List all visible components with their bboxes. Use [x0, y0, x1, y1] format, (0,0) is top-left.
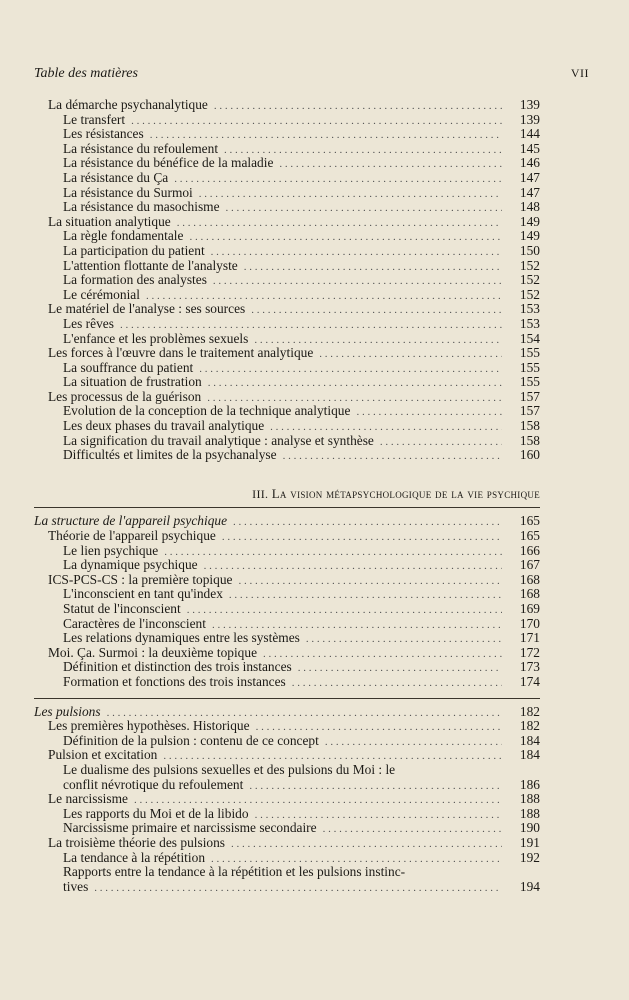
- toc-entry: [34, 748, 540, 763]
- toc-entry-label: La règle fondamentale: [63, 228, 184, 244]
- page-number: 139: [519, 111, 540, 127]
- dot-leader: [306, 632, 502, 647]
- running-title: Table des matières: [34, 66, 138, 81]
- toc-entry: [34, 529, 540, 544]
- toc-entry: [34, 448, 540, 463]
- page-number: 158: [519, 432, 540, 448]
- page-number: 149: [519, 213, 540, 229]
- toc-entry-label: Le narcissisme: [48, 791, 128, 807]
- page-number: 186: [519, 776, 540, 792]
- toc-entry-label: La formation des analystes: [63, 272, 207, 288]
- page-number: 188: [519, 805, 540, 821]
- toc-entry-label: Définition de la pulsion : contenu de ce concept: [63, 732, 319, 748]
- dot-leader: [204, 559, 502, 574]
- dot-leader: [263, 647, 502, 662]
- chapter-title: Les pulsions: [34, 703, 101, 719]
- toc-entry: [34, 186, 540, 201]
- dot-leader: [249, 779, 502, 794]
- page-number: 139: [519, 97, 540, 112]
- dot-leader: [279, 157, 502, 172]
- toc-entry-label: Les rêves: [63, 315, 114, 331]
- toc-entry-wrap-line: Rapports entre la tendance à la répétition et les pulsions instinc-: [63, 864, 406, 880]
- toc-entry: [34, 778, 540, 793]
- dot-leader: [231, 837, 502, 852]
- toc-entry-label: Les premières hypothèses. Historique: [48, 718, 250, 734]
- toc-entry-label: Formation et fonctions des trois instances: [63, 673, 286, 689]
- chapter-title-row: [34, 705, 540, 720]
- toc-entry-label: Pulsion et excitation: [48, 747, 158, 763]
- section-heading: [34, 487, 540, 502]
- toc-entry-wrap-line: Le dualisme des pulsions sexuelles et des pulsions du Moi : le: [63, 761, 396, 777]
- page-number: 150: [519, 242, 540, 258]
- dot-leader: [226, 201, 502, 216]
- page-number: 165: [519, 528, 540, 544]
- dot-leader: [131, 114, 502, 129]
- toc-entry-label: La résistance du Ça: [63, 169, 169, 185]
- page-number: 191: [519, 834, 540, 850]
- toc-entry: [34, 734, 540, 749]
- toc-entry: [34, 573, 540, 588]
- toc-entry-label: La situation de frustration: [63, 374, 202, 390]
- toc-entry-label: La situation analytique: [48, 213, 171, 229]
- dot-leader: [380, 435, 502, 450]
- page-number: 145: [519, 140, 540, 156]
- dot-leader: [177, 216, 502, 231]
- page-number: 153: [519, 315, 540, 331]
- dot-leader: [213, 274, 502, 289]
- toc-entry: [34, 646, 540, 661]
- section-title: La vision métapsychologique de la vie psychique: [271, 485, 540, 501]
- page-number: 158: [519, 418, 540, 434]
- page-number: 146: [519, 155, 540, 171]
- page-number: 168: [519, 586, 540, 602]
- toc-entry-label: L'inconscient en tant qu'index: [63, 586, 223, 602]
- dot-leader: [298, 661, 502, 676]
- divider: [34, 698, 540, 699]
- toc-entry-label: tives: [63, 878, 89, 894]
- dot-leader: [199, 187, 502, 202]
- chapter-entries: [34, 529, 540, 690]
- toc-entry-label: Les processus de la guérison: [48, 388, 202, 404]
- page-number: 165: [519, 513, 540, 529]
- toc-entry: [34, 404, 540, 419]
- toc-entry-label: Les relations dynamiques entre les systèmes: [63, 630, 300, 646]
- toc-entry: [34, 544, 540, 559]
- page-number: 168: [519, 571, 540, 587]
- page-number: 172: [519, 644, 540, 660]
- chapter-entries: [34, 719, 540, 763]
- toc-entry-label: Le lien psychique: [63, 542, 159, 558]
- dot-leader: [238, 574, 502, 589]
- dot-leader: [211, 245, 502, 260]
- page-number: 144: [519, 126, 540, 142]
- toc-entry: [34, 346, 540, 361]
- section-numeral: III.: [252, 486, 269, 501]
- page-number: 182: [519, 718, 540, 734]
- toc-entry-label: Difficultés et limites de la psychanalyse: [63, 447, 277, 463]
- toc-entry: [34, 200, 540, 215]
- toc-entry-label: La signification du travail analytique : analyse et synthèse: [63, 432, 374, 448]
- toc-entry-label: Statut de l'inconscient: [63, 601, 181, 616]
- toc-entry-label: conflit névrotique du refoulement: [63, 776, 244, 792]
- page-number: 147: [519, 184, 540, 200]
- toc-entry-label: ICS-PCS-CS : la première topique: [48, 571, 233, 587]
- toc-entry-label: Le cérémonial: [63, 286, 140, 302]
- toc-entry: [34, 558, 540, 573]
- chapter-title: La structure de l'appareil psychique: [34, 513, 228, 529]
- toc-entry-label: La troisième théorie des pulsions: [48, 834, 226, 850]
- page-number: 170: [519, 615, 540, 631]
- toc-entry: [34, 419, 540, 434]
- page-number: 192: [519, 849, 540, 865]
- page-number: 160: [519, 447, 540, 463]
- page-number: 166: [519, 542, 540, 558]
- toc-entry-label: L'attention flottante de l'analyste: [63, 257, 238, 273]
- page-number: 190: [519, 820, 540, 836]
- page-number: 155: [519, 345, 540, 361]
- toc-entry: [34, 792, 540, 807]
- page-number: 155: [519, 359, 540, 375]
- dot-leader: [187, 603, 502, 618]
- toc-entry: [34, 288, 540, 303]
- page-folio: VII: [570, 66, 589, 80]
- dot-leader: [208, 376, 502, 391]
- toc-entry: [34, 375, 540, 390]
- toc-part-1: [34, 98, 540, 463]
- toc-entry-label: La résistance du refoulement: [63, 140, 219, 156]
- divider: [34, 507, 540, 508]
- toc-entry: [34, 302, 540, 317]
- toc-entry-label: La participation du patient: [63, 242, 205, 258]
- page-number: 194: [519, 878, 540, 894]
- dot-leader: [356, 405, 502, 420]
- toc-entry-label: La dynamique psychique: [63, 557, 198, 573]
- toc-entry-label: La souffrance du patient: [63, 359, 194, 375]
- toc-entry: [34, 244, 540, 259]
- toc-entry: [34, 361, 540, 376]
- dot-leader: [164, 545, 502, 560]
- toc-entry: [34, 617, 540, 632]
- toc-entry: [34, 880, 540, 895]
- toc-entry-label: Le transfert: [63, 111, 126, 127]
- page-number: 169: [519, 601, 540, 616]
- toc-entry: [34, 821, 540, 836]
- page-number: 149: [519, 228, 540, 244]
- toc-entry-label: Les deux phases du travail analytique: [63, 418, 265, 434]
- toc-entry: [34, 98, 540, 113]
- toc-entry: [34, 390, 540, 405]
- toc-entry-label: Le matériel de l'analyse : ses sources: [48, 301, 246, 317]
- toc-entry-label: La tendance à la répétition: [63, 849, 206, 865]
- page-number: 182: [519, 703, 540, 719]
- toc-entry-label: La résistance du masochisme: [63, 199, 220, 215]
- toc-entry-label: Moi. Ça. Surmoi : la deuxième topique: [48, 644, 258, 660]
- toc-entry-label: La démarche psychanalytique: [48, 97, 208, 112]
- page-number: 152: [519, 257, 540, 273]
- dot-leader: [244, 260, 502, 275]
- toc-entry-label: Evolution de la conception de la technique analytique: [63, 403, 351, 419]
- dot-leader: [251, 303, 502, 318]
- toc-entry: [34, 587, 540, 602]
- toc-entry: [34, 851, 540, 866]
- toc-entry-label: Les forces à l'œuvre dans le traitement analytique: [48, 345, 314, 361]
- toc-entry: [34, 215, 540, 230]
- dot-leader: [94, 881, 502, 896]
- dot-leader: [319, 347, 502, 362]
- dot-leader: [214, 99, 502, 114]
- page-number: 157: [519, 403, 540, 419]
- toc-entry: [34, 836, 540, 851]
- dot-leader: [199, 362, 502, 377]
- table-of-contents: [34, 98, 540, 894]
- toc-entry: [34, 127, 540, 142]
- dot-leader: [222, 530, 502, 545]
- toc-entry-label: Caractères de l'inconscient: [63, 615, 206, 631]
- page-number: 152: [519, 272, 540, 288]
- toc-entry: [34, 171, 540, 186]
- toc-entry-label: La résistance du Surmoi: [63, 184, 193, 200]
- toc-entry: [34, 317, 540, 332]
- page-number: 154: [519, 330, 540, 346]
- page-number: 155: [519, 374, 540, 390]
- page-number: 153: [519, 301, 540, 317]
- page-number: 173: [519, 659, 540, 675]
- toc-entry: [34, 602, 540, 617]
- dot-leader: [174, 172, 502, 187]
- toc-entry-label: Théorie de l'appareil psychique: [48, 528, 216, 544]
- toc-entry-label: L'enfance et les problèmes sexuels: [63, 330, 249, 346]
- chapter-entries: [34, 792, 540, 865]
- toc-entry: [34, 719, 540, 734]
- toc-entry-label: Les rapports du Moi et de la libido: [63, 805, 249, 821]
- page-number: 148: [519, 199, 540, 215]
- dot-leader: [283, 449, 502, 464]
- toc-entry: [34, 259, 540, 274]
- running-header: [34, 66, 589, 86]
- page-number: 184: [519, 732, 540, 748]
- dot-leader: [323, 822, 502, 837]
- page-number: 157: [519, 388, 540, 404]
- dot-leader: [229, 588, 502, 603]
- toc-entry: [34, 229, 540, 244]
- page-number: 147: [519, 169, 540, 185]
- dot-leader: [292, 676, 502, 691]
- page-number: 167: [519, 557, 540, 573]
- toc-entry: [34, 631, 540, 646]
- toc-entry-label: Narcissisme primaire et narcissisme secondaire: [63, 820, 317, 836]
- toc-entry: [34, 156, 540, 171]
- toc-entry-label: Les résistances: [63, 126, 144, 142]
- chapter-title-row: [34, 514, 540, 529]
- dot-leader: [189, 230, 502, 245]
- toc-entry: [34, 675, 540, 690]
- page-number: 188: [519, 791, 540, 807]
- page-number: 152: [519, 286, 540, 302]
- toc-entry: [34, 273, 540, 288]
- dot-leader: [325, 735, 502, 750]
- toc-entry-label: Définition et distinction des trois instances: [63, 659, 292, 675]
- toc-entry: [34, 660, 540, 675]
- toc-entry: [34, 434, 540, 449]
- toc-entry: [34, 332, 540, 347]
- page-number: 174: [519, 673, 540, 689]
- toc-entry: [34, 113, 540, 128]
- page-number: 171: [519, 630, 540, 646]
- dot-leader: [233, 515, 502, 530]
- page-number: 184: [519, 747, 540, 763]
- toc-entry: [34, 807, 540, 822]
- toc-entry-label: La résistance du bénéfice de la maladie: [63, 155, 274, 171]
- toc-entry: [34, 142, 540, 157]
